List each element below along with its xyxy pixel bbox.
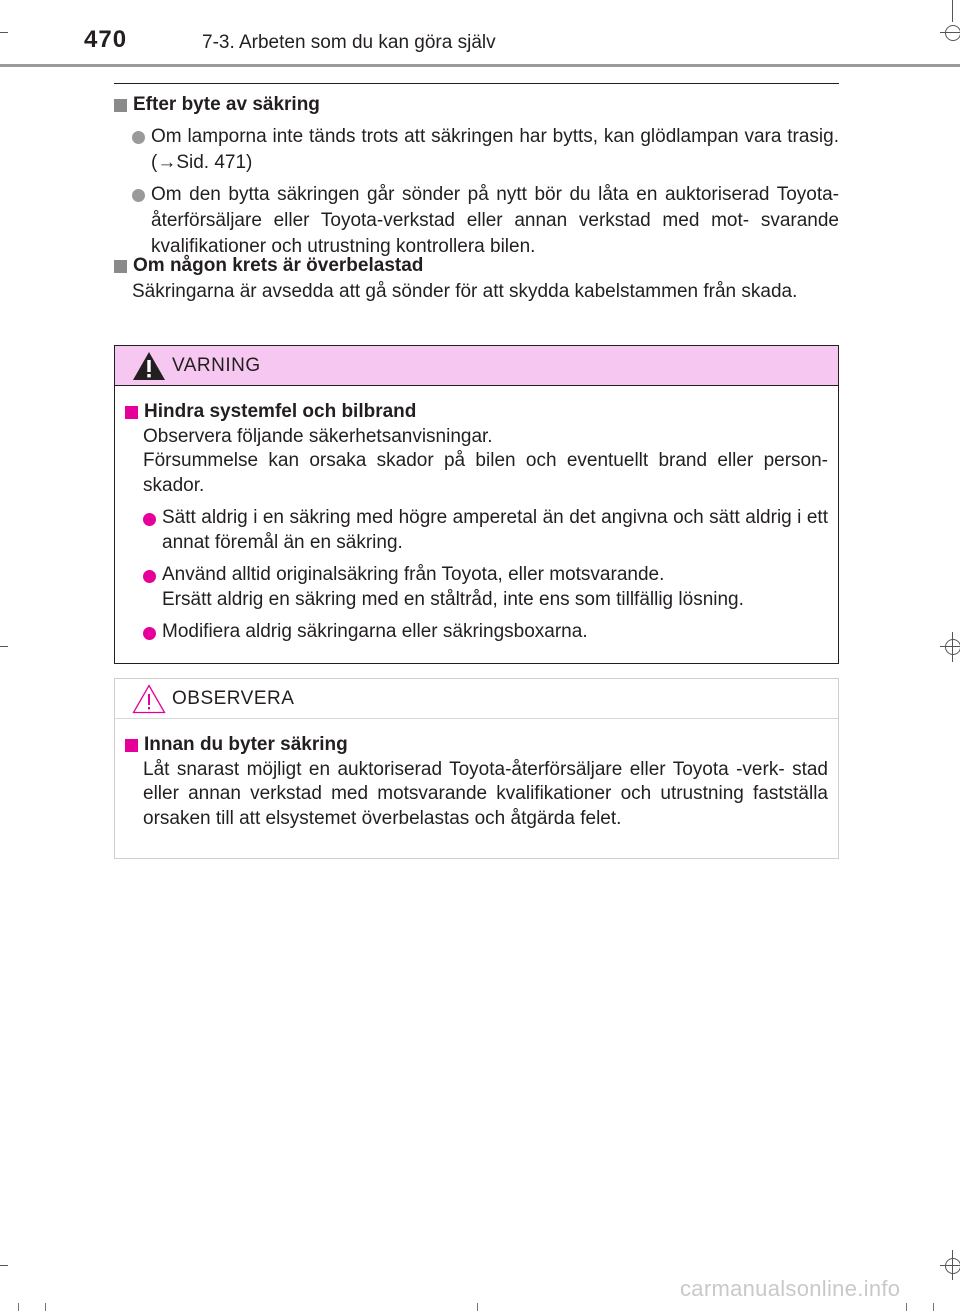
crop-mark (0, 646, 8, 647)
list-item-line: Ersätt aldrig en säkring med en ståltråd, inte ens som tillfällig lösning. (162, 588, 744, 610)
chapter-title: 7-3. Arbeten som du kan göra själv (202, 32, 496, 53)
section-title (114, 92, 839, 118)
caution-triangle-outline-icon (132, 684, 166, 714)
section-title (114, 253, 839, 279)
crop-mark-circle (945, 25, 960, 41)
notice-label: OBSERVERA (172, 687, 295, 709)
section-after-fuse-replacement (114, 92, 839, 260)
round-bullet-icon (143, 570, 156, 583)
list-item (114, 124, 839, 176)
list-item-text (162, 563, 828, 612)
notice-title (125, 733, 828, 758)
notice-box (114, 678, 839, 859)
crop-mark (906, 1303, 907, 1311)
crop-mark-circle (945, 639, 960, 655)
crop-mark (477, 1303, 478, 1311)
content-top-rule (114, 83, 839, 84)
warning-header (115, 346, 838, 386)
crop-mark (0, 1265, 8, 1266)
notice-header (115, 679, 838, 719)
crop-mark (933, 1303, 934, 1311)
square-bullet-icon (125, 739, 138, 752)
warning-triangle-icon (132, 351, 166, 381)
crop-mark (18, 1303, 19, 1311)
list-item-line: Använd alltid originalsäkring från Toyota, eller motsvarande. (162, 564, 665, 585)
square-bullet-icon (114, 260, 127, 273)
crop-mark (0, 32, 8, 33)
round-bullet-icon (143, 627, 156, 640)
warning-box (114, 345, 839, 664)
round-bullet-icon (132, 131, 145, 144)
section-title-text: Om någon krets är överbelastad (133, 255, 424, 276)
page-number: 470 (84, 26, 128, 53)
square-bullet-icon (114, 99, 127, 112)
warning-body (115, 386, 838, 645)
list-item-text: Sätt aldrig i en säkring med högre amperetal än det angivna och sätt aldrig i ett annat föremål än en säkring. (162, 507, 828, 553)
section-paragraph: Säkringarna är avsedda att gå sönder för att skydda kabelstammen från skada. (132, 281, 798, 302)
warning-label: VARNING (172, 354, 261, 376)
notice-title-text: Innan du byter säkring (144, 734, 348, 755)
warning-title (125, 400, 828, 425)
list-item (125, 620, 828, 645)
header-rule (0, 64, 960, 67)
crop-mark (45, 1303, 46, 1311)
crop-mark (952, 0, 953, 22)
watermark: carmanualsonline.info (680, 1276, 901, 1301)
notice-paragraph: Låt snarast möjligt en auktoriserad Toyota-återförsäljare eller Toyota -verk- stad eller annan verkstad med motsvarande kvalifikationer och utrustning fastställa orsaken till att elsystemet överbelastas och åtgärda felet. (143, 758, 828, 829)
warning-line: Observera följande säkerhetsanvisningar. (143, 425, 493, 447)
section-title-text: Efter byte av säkring (133, 94, 320, 115)
warning-line: Försummelse kan orsaka skador på bilen och eventuellt brand eller person- skador. (143, 450, 828, 496)
list-item-text: Om lamporna inte tänds trots att säkringen har bytts, kan glödlampan vara trasig. (→Sid. 471) (151, 126, 839, 173)
round-bullet-icon (143, 513, 156, 526)
round-bullet-icon (132, 189, 145, 202)
list-item (125, 506, 828, 555)
notice-body (115, 719, 838, 831)
list-item (125, 563, 828, 612)
warning-title-text: Hindra systemfel och bilbrand (144, 401, 417, 422)
square-bullet-icon (125, 406, 138, 419)
list-item-text: Modifiera aldrig säkringarna eller säkringsboxarna. (162, 621, 588, 642)
list-item-text: Om den bytta säkringen går sönder på nytt bör du låta en auktoriserad Toyota-återförsäljare eller Toyota-verkstad eller annan verkstad med mot- svarande kvalifikationer och utrustning kontrollera bilen. (151, 184, 839, 257)
section-circuit-overloaded (114, 253, 839, 305)
list-item (114, 182, 839, 260)
crop-mark-circle (945, 1258, 960, 1274)
